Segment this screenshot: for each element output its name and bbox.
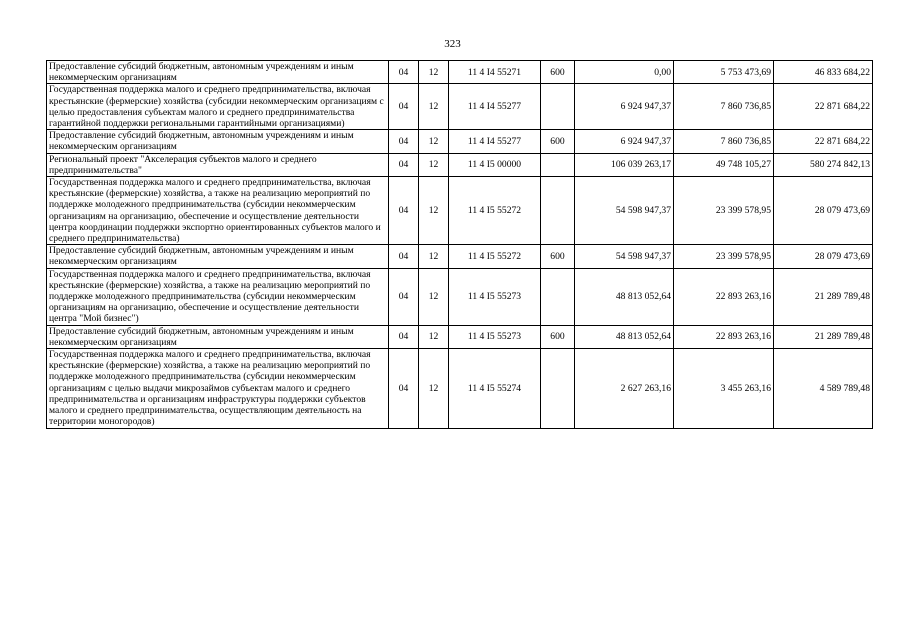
- table-row: [47, 177, 873, 245]
- amount-1: 54 598 947,37: [575, 245, 674, 268]
- subsection-code: 12: [419, 177, 449, 245]
- row-name: Предоставление субсидий бюджетным, автономным учреждениям и иным некоммерческим организациям: [47, 245, 389, 268]
- amount-3: 21 289 789,48: [774, 325, 873, 348]
- budget-table: [46, 60, 873, 429]
- amount-3: 580 274 842,13: [774, 153, 873, 176]
- subsection-code: 12: [419, 268, 449, 325]
- table-row: [47, 349, 873, 428]
- section-code: 04: [389, 153, 419, 176]
- amount-1: 2 627 263,16: [575, 349, 674, 428]
- amount-1: 48 813 052,64: [575, 325, 674, 348]
- amount-1: 48 813 052,64: [575, 268, 674, 325]
- amount-2: 23 399 578,95: [674, 177, 774, 245]
- amount-3: 22 871 684,22: [774, 84, 873, 130]
- amount-2: 7 860 736,85: [674, 84, 774, 130]
- target-article-code: 11 4 I5 00000: [449, 153, 541, 176]
- amount-1: 54 598 947,37: [575, 177, 674, 245]
- expense-type-code: 600: [541, 61, 575, 84]
- amount-2: 7 860 736,85: [674, 130, 774, 153]
- target-article-code: 11 4 I5 55273: [449, 325, 541, 348]
- row-name: Предоставление субсидий бюджетным, автономным учреждениям и иным некоммерческим организациям: [47, 325, 389, 348]
- subsection-code: 12: [419, 61, 449, 84]
- amount-2: 22 893 263,16: [674, 268, 774, 325]
- table-row: [47, 61, 873, 84]
- table-row: [47, 130, 873, 153]
- row-name: Государственная поддержка малого и среднего предпринимательства, включая крестьянские (фермерские) хозяйства, а также на реализацию мероприятий по поддержке молодежного предпринимательства (субсидии некоммерческим организациям на организацию, обеспечение и осуществление деятельности центра координации поддержки экспортно ориентированных субъектов малого и среднего предпринимательства): [47, 177, 389, 245]
- expense-type-code: [541, 349, 575, 428]
- expense-type-code: 600: [541, 245, 575, 268]
- expense-type-code: [541, 177, 575, 245]
- table-row: [47, 84, 873, 130]
- row-name: Государственная поддержка малого и среднего предпринимательства, включая крестьянские (фермерские) хозяйства (субсидии некоммерческим организациям с целью предоставления субъектам малого и среднего предпринимательства гарантийной поддержки региональными гарантийными организациями): [47, 84, 389, 130]
- amount-2: 3 455 263,16: [674, 349, 774, 428]
- table-row: [47, 245, 873, 268]
- row-name: Региональный проект "Акселерация субъектов малого и среднего предпринимательства": [47, 153, 389, 176]
- target-article-code: 11 4 I4 55277: [449, 130, 541, 153]
- amount-3: 28 079 473,69: [774, 177, 873, 245]
- amount-2: 23 399 578,95: [674, 245, 774, 268]
- subsection-code: 12: [419, 153, 449, 176]
- section-code: 04: [389, 349, 419, 428]
- section-code: 04: [389, 84, 419, 130]
- target-article-code: 11 4 I4 55277: [449, 84, 541, 130]
- target-article-code: 11 4 I5 55274: [449, 349, 541, 428]
- section-code: 04: [389, 177, 419, 245]
- expense-type-code: [541, 84, 575, 130]
- amount-3: 4 589 789,48: [774, 349, 873, 428]
- section-code: 04: [389, 130, 419, 153]
- table-row: [47, 325, 873, 348]
- subsection-code: 12: [419, 130, 449, 153]
- table-row: [47, 268, 873, 325]
- subsection-code: 12: [419, 84, 449, 130]
- amount-3: 22 871 684,22: [774, 130, 873, 153]
- target-article-code: 11 4 I5 55272: [449, 245, 541, 268]
- amount-1: 6 924 947,37: [575, 130, 674, 153]
- row-name: Государственная поддержка малого и среднего предпринимательства, включая крестьянские (фермерские) хозяйства, а также на реализацию мероприятий по поддержке молодежного предпринимательства (субсидии некоммерческим организациям на организацию, обеспечение и осуществление деятельности центра "Мой бизнес"): [47, 268, 389, 325]
- amount-3: 28 079 473,69: [774, 245, 873, 268]
- amount-1: 106 039 263,17: [575, 153, 674, 176]
- table-row: [47, 153, 873, 176]
- amount-3: 46 833 684,22: [774, 61, 873, 84]
- expense-type-code: 600: [541, 325, 575, 348]
- section-code: 04: [389, 245, 419, 268]
- amount-2: 22 893 263,16: [674, 325, 774, 348]
- subsection-code: 12: [419, 245, 449, 268]
- row-name: Государственная поддержка малого и среднего предпринимательства, включая крестьянские (фермерские) хозяйства, а также на реализацию мероприятий по поддержке молодежного предпринимательства (субсидии некоммерческим организациям с целью выдачи микрозаймов субъектам малого и среднего предпринимательства и организациям инфраструктуры поддержки субъектов малого и среднего предпринимательства, осуществляющим деятельность на территории моногородов): [47, 349, 389, 428]
- amount-3: 21 289 789,48: [774, 268, 873, 325]
- section-code: 04: [389, 268, 419, 325]
- expense-type-code: [541, 153, 575, 176]
- expense-type-code: 600: [541, 130, 575, 153]
- subsection-code: 12: [419, 325, 449, 348]
- expense-type-code: [541, 268, 575, 325]
- target-article-code: 11 4 I5 55272: [449, 177, 541, 245]
- section-code: 04: [389, 325, 419, 348]
- row-name: Предоставление субсидий бюджетным, автономным учреждениям и иным некоммерческим организациям: [47, 130, 389, 153]
- target-article-code: 11 4 I5 55273: [449, 268, 541, 325]
- amount-2: 49 748 105,27: [674, 153, 774, 176]
- target-article-code: 11 4 I4 55271: [449, 61, 541, 84]
- amount-2: 5 753 473,69: [674, 61, 774, 84]
- row-name: Предоставление субсидий бюджетным, автономным учреждениям и иным некоммерческим организациям: [47, 61, 389, 84]
- amount-1: 6 924 947,37: [575, 84, 674, 130]
- page-number: 323: [444, 38, 461, 50]
- section-code: 04: [389, 61, 419, 84]
- amount-1: 0,00: [575, 61, 674, 84]
- subsection-code: 12: [419, 349, 449, 428]
